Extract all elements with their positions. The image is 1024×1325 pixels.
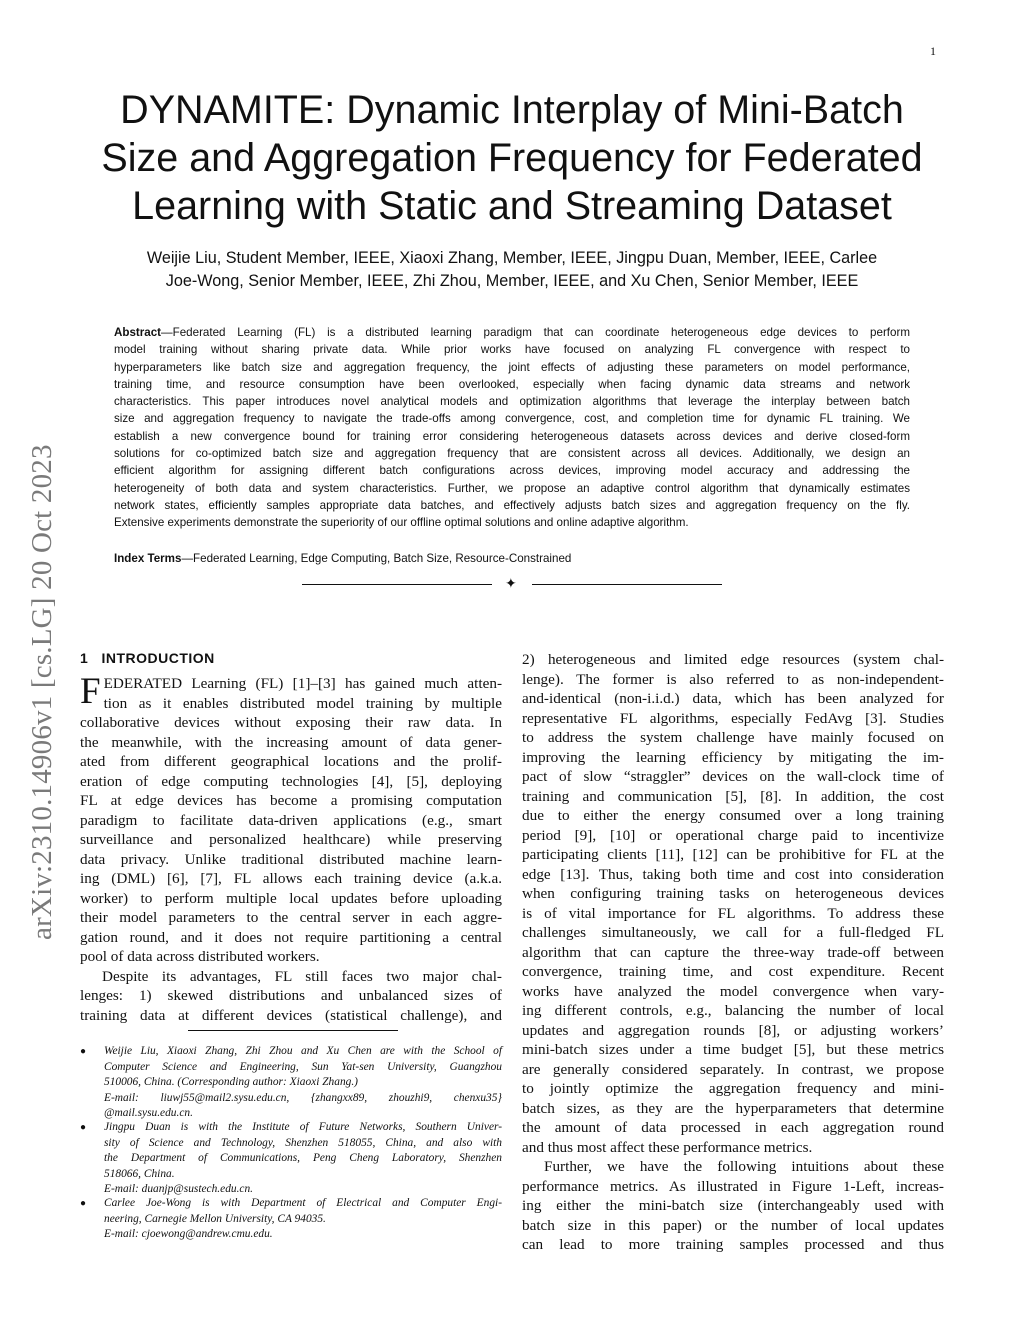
title-line: Size and Aggregation Frequency for Federated bbox=[101, 136, 923, 180]
abstract-text: —Federated Learning (FL) is a distributed learning paradigm that can coordinate heterogeneous edge devices to perform bbox=[161, 326, 910, 339]
section-separator bbox=[302, 576, 722, 592]
footnote-line: neering, Carnegie Mellon University, CA 94035. bbox=[104, 1212, 326, 1225]
text-line: works have analyzed the model convergence when vary- bbox=[522, 982, 944, 1000]
title-line: DYNAMITE: Dynamic Interplay of Mini-Batch bbox=[120, 88, 904, 132]
footnote-affiliation-cmu bbox=[80, 1196, 502, 1243]
separator-rule-right bbox=[532, 584, 722, 585]
text-line: convergence, training time, and cost expenditure. Recent bbox=[522, 963, 944, 980]
text-line: can lead to more training samples processed and thus bbox=[522, 1236, 944, 1253]
text-line bbox=[80, 674, 502, 694]
text-line: paradigm to facilitate data-driven applications (e.g., smart bbox=[80, 811, 502, 829]
footnote-email[interactable]: @mail.sysu.edu.cn. bbox=[104, 1107, 193, 1120]
paper-title bbox=[70, 86, 954, 230]
abstract-line: Extensive experiments demonstrate the superiority of our offline optimal solutions and online adaptive algorithm. bbox=[114, 516, 689, 530]
text-line-content: Learning (FL) [1]–[3] has gained much atten- bbox=[191, 675, 502, 692]
text-line: collaborative devices without exposing their raw data. In bbox=[80, 714, 502, 731]
index-terms bbox=[114, 550, 910, 567]
text-line: ing either the mini-batch size (interchangeably used with bbox=[522, 1197, 944, 1214]
separator-diamond-icon: ✦ bbox=[505, 577, 517, 592]
abstract-line: heterogeneity of both data and system characteristics. Further, we propose an adaptive control algorithm that dynamically estimates bbox=[114, 481, 910, 495]
text-line: improving the learning efficiency by mitigating the im- bbox=[522, 748, 944, 766]
footnote-line: Jingpu Duan is with the Institute of Future Networks, Southern Univer- bbox=[104, 1121, 502, 1133]
text-line: edge [13]. Thus, taking both time and cost into consideration bbox=[522, 865, 944, 883]
abstract bbox=[114, 324, 910, 532]
abstract-line: network states, efficiently samples appropriate data batches, and effectively adjusts batch sizes and aggregation frequency on the fly. bbox=[114, 498, 910, 512]
right-column-text bbox=[522, 650, 944, 1255]
left-column-text bbox=[80, 671, 502, 1025]
footnote-bullet-icon: ● bbox=[80, 1046, 87, 1057]
text-line: is of vital importance for FL algorithms. To address these bbox=[522, 904, 944, 922]
author-list bbox=[80, 247, 944, 293]
footnote-email[interactable]: E-mail: cjoewong@andrew.cmu.edu. bbox=[104, 1228, 273, 1241]
footnote-bullet-icon: ● bbox=[80, 1122, 87, 1133]
text-line: and-identical (non-i.i.d.) data, which has been analyzed for bbox=[522, 690, 944, 707]
footnote-email[interactable]: E-mail: duanjp@sustech.edu.cn. bbox=[104, 1183, 254, 1196]
footnote-line: Weijie Liu, Xiaoxi Zhang, Zhi Zhou and Xu Chen are with the School of bbox=[104, 1045, 502, 1057]
title-line: Learning with Static and Streaming Dataset bbox=[132, 184, 892, 228]
text-line: surveillance and personalized healthcare) while preserving bbox=[80, 831, 502, 848]
text-line: data privacy. Unlike traditional distributed machine learn- bbox=[80, 850, 502, 868]
abstract-line: characteristics. This paper introduces novel analytical models and optimization algorithms that leverage the interplay between batch bbox=[114, 395, 910, 409]
index-terms-text: —Federated Learning, Edge Computing, Batch Size, Resource-Constrained bbox=[181, 552, 572, 565]
footnote-affiliation-sustech bbox=[80, 1120, 502, 1198]
text-line: training data at different devices (statistical challenge), and bbox=[80, 1006, 502, 1024]
text-line: ated from different geographical locations and the prolif- bbox=[80, 753, 502, 770]
text-line: ing (DML) [6], [7], FL allows each training device (a.k.a. bbox=[80, 870, 502, 887]
first-word-smallcaps: EDERATED bbox=[103, 675, 183, 692]
text-line: performance metrics. As illustrated in Figure 1-Left, increas- bbox=[522, 1177, 944, 1195]
text-line: the amount of data processed in each aggregation round bbox=[522, 1119, 944, 1136]
text-line: lenges: 1) skewed distributions and unbalanced sizes of bbox=[80, 987, 502, 1004]
abstract-line bbox=[114, 324, 910, 341]
footnote-line: 510006, China. (Corresponding author: Xiaoxi Zhang.) bbox=[104, 1076, 358, 1089]
text-line: to jointly optimize the aggregation frequency and mini- bbox=[522, 1080, 944, 1097]
text-line: worker) to perform multiple local updates before uploading bbox=[80, 889, 502, 907]
text-line: Further, we have the following intuitions about these bbox=[544, 1158, 944, 1175]
abstract-line: model training without sharing private data. While prior works have focused on analyzing FL convergence with respect to bbox=[114, 343, 910, 357]
footnote-line: Carlee Joe-Wong is with Department of Electrical and Computer Engi- bbox=[104, 1197, 502, 1209]
text-line: batch size in this paper) or the number of local updates bbox=[522, 1216, 944, 1234]
footnote-bullet-icon: ● bbox=[80, 1198, 87, 1209]
text-line: the meanwhile, with the increasing amount of data gener- bbox=[80, 733, 502, 751]
text-line: 2) heterogeneous and limited edge resources (system chal- bbox=[522, 651, 944, 668]
section-heading bbox=[80, 650, 215, 666]
separator-rule-left bbox=[302, 584, 492, 585]
text-line: updates and aggregation rounds [8], or adjusting workers’ bbox=[522, 1021, 944, 1039]
footnote-email[interactable]: E-mail: liuwj55@mail2.sysu.edu.cn, {zhangxx89, zhouzhi9, chenxu35} bbox=[104, 1091, 502, 1104]
text-line: training and communication [5], [8]. In addition, the cost bbox=[522, 787, 944, 805]
text-line: lenge). The former is also referred to as non-independent- bbox=[522, 670, 944, 688]
text-line: and thus most affect these performance metrics. bbox=[522, 1138, 813, 1156]
text-line: participating clients [11], [12] can be prohibitive for FL at the bbox=[522, 846, 944, 863]
footnote-rule bbox=[188, 1030, 398, 1031]
arxiv-identifier-stamp[interactable]: arXiv:2310.14906v1 [cs.LG] 20 Oct 2023 bbox=[26, 444, 58, 940]
authors-line: Weijie Liu, Student Member, IEEE, Xiaoxi Zhang, Member, IEEE, Jingpu Duan, Member, IEEE, Carlee bbox=[146, 249, 878, 267]
text-line: representative FL algorithms, especially FedAvg [3]. Studies bbox=[522, 709, 944, 727]
footnote-line: sity of Science and Technology, Shenzhen 518055, China, and also with bbox=[104, 1136, 502, 1149]
text-line: batch sizes, as they are the hyperparameters that determine bbox=[522, 1099, 944, 1117]
abstract-line: solutions for co-optimized batch size and aggregation frequency that are consistent across all devices. Additionally, we design an bbox=[114, 447, 910, 461]
index-terms-label: Index Terms bbox=[114, 552, 182, 565]
abstract-line: training time, and resource consumption have been overlooked, especially when facing dynamic data streams and network bbox=[114, 377, 910, 391]
abstract-line: establish a new convergence bound for training error considering heterogeneous datasets across devices and derive closed-form bbox=[114, 429, 910, 443]
footnote-affiliation-sysu bbox=[80, 1044, 502, 1122]
text-line: to address the system challenge have mainly focused on bbox=[522, 729, 944, 746]
text-line: are generally considered separately. In contrast, we propose bbox=[522, 1060, 944, 1078]
text-line: period [9], [10] or operational charge paid to incentivize bbox=[522, 826, 944, 844]
text-line: when configuring training tasks on heterogeneous devices bbox=[522, 885, 944, 902]
text-line: pact of slow “straggler” devices on the wall-clock time of bbox=[522, 768, 944, 785]
text-line: due to either the energy consumed over a long training bbox=[522, 807, 944, 824]
text-line: algorithm that can capture the three-way trade-off between bbox=[522, 943, 944, 961]
text-line: ing different controls, e.g., balancing the number of local bbox=[522, 1002, 944, 1019]
text-line: FL at edge devices has become a promising computation bbox=[80, 792, 502, 809]
drop-cap: F bbox=[80, 671, 101, 712]
text-line: Despite its advantages, FL still faces two major chal- bbox=[102, 967, 502, 985]
text-line: eration of edge computing technologies [4], [5], deploying bbox=[80, 772, 502, 790]
footnote-line: the Department of Communications, Peng Cheng Laboratory, Shenzhen bbox=[104, 1152, 502, 1165]
text-line: gation round, and it does not require partitioning a central bbox=[80, 928, 502, 946]
text-line: challenges simultaneously, we call for a full-fledged FL bbox=[522, 924, 944, 941]
text-line: tion as it enables distributed model training by multiple bbox=[103, 694, 502, 712]
text-line: their model parameters to the central server in each aggre- bbox=[80, 909, 502, 926]
abstract-line: size and aggregation frequency to navigate the trade-offs among convergence, cost, and completion time for dynamic FL training. We bbox=[114, 412, 910, 426]
section-title: INTRODUCTION bbox=[101, 650, 215, 666]
page-number: 1 bbox=[930, 44, 936, 58]
abstract-line: hyperparameters like batch size and aggregation frequency, the joint effects of adjusting these parameters on model performance, bbox=[114, 360, 910, 374]
authors-line: Joe-Wong, Senior Member, IEEE, Zhi Zhou, Member, IEEE, and Xu Chen, Senior Member, IEEE bbox=[165, 272, 859, 290]
footnote-line: Computer Science and Engineering, Sun Yat-sen University, Guangzhou bbox=[104, 1060, 502, 1073]
text-line: pool of data across distributed workers. bbox=[80, 948, 320, 965]
abstract-line: efficient algorithm for assigning different batch configurations across devices, improving model accuracy and addressing the bbox=[114, 464, 910, 478]
footnote-line: 518066, China. bbox=[104, 1167, 175, 1180]
section-number: 1 bbox=[80, 650, 89, 666]
text-line: mini-batch sizes under a time budget [5], but these metrics bbox=[522, 1041, 944, 1058]
abstract-label: Abstract bbox=[114, 326, 162, 339]
